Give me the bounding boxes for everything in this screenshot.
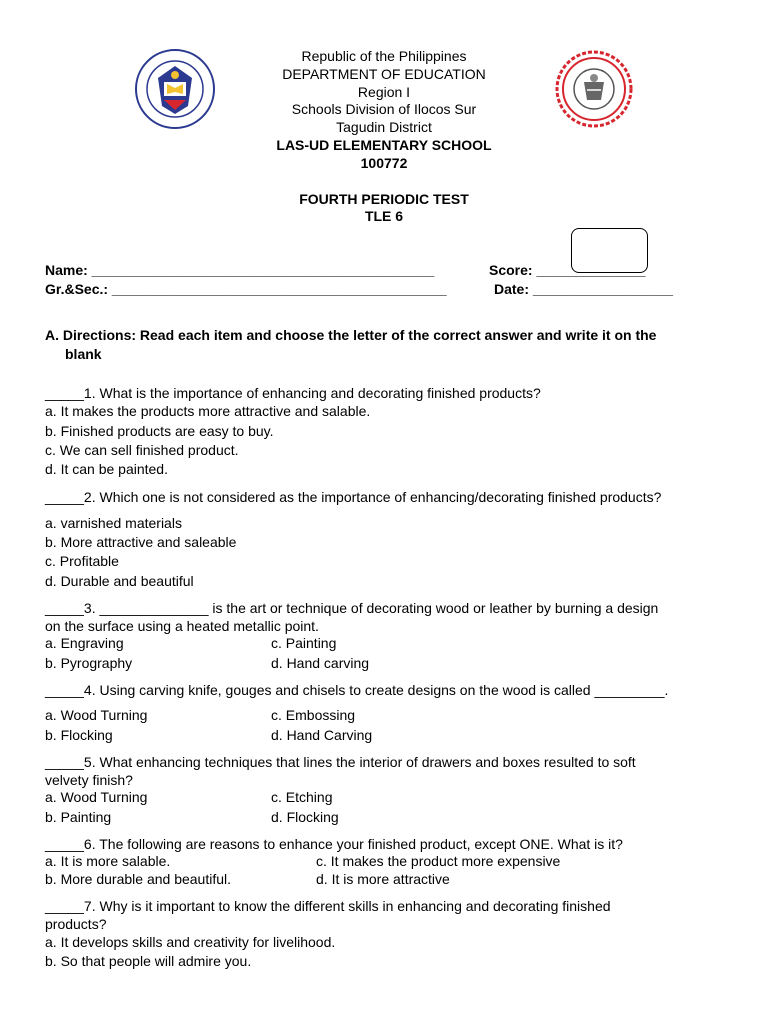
q5-option-d: d. Flocking: [271, 809, 339, 825]
header-school-id: 100772: [360, 155, 408, 171]
q4-option-d: d. Hand Carving: [271, 727, 373, 743]
q5-option-b: b. Painting: [45, 809, 112, 825]
q7-stem-line2: products?: [45, 916, 107, 932]
test-title: FOURTH PERIODIC TEST: [299, 191, 469, 207]
score-field[interactable]: Score: ______________: [489, 262, 646, 278]
q6-option-b: b. More durable and beautiful.: [45, 871, 232, 887]
q5-option-a: a. Wood Turning: [45, 789, 148, 805]
q3-option-b: b. Pyrography: [45, 655, 133, 671]
header-republic: Republic of the Philippines: [301, 48, 467, 64]
header-division: Schools Division of Ilocos Sur: [291, 101, 477, 117]
q1-stem: _____1. What is the importance of enhancing and decorating finished products?: [45, 385, 541, 401]
date-field[interactable]: Date: __________________: [494, 281, 674, 297]
q7-option-b: b. So that people will admire you.: [45, 953, 252, 969]
q5-option-c: c. Etching: [271, 789, 333, 805]
q2-option-d: d. Durable and beautiful: [45, 573, 194, 589]
q3-option-a: a. Engraving: [45, 635, 124, 651]
q1-option-c: c. We can sell finished product.: [45, 442, 239, 458]
header-department: DEPARTMENT OF EDUCATION: [282, 66, 486, 82]
q4-option-a: a. Wood Turning: [45, 707, 148, 723]
header-district: Tagudin District: [336, 119, 432, 135]
q6-stem: _____6. The following are reasons to enhance your finished product, except ONE. What is it?: [45, 836, 623, 852]
q2-option-c: c. Profitable: [45, 553, 119, 569]
directions-line2: blank: [65, 346, 102, 362]
q6-option-a: a. It is more salable.: [45, 853, 171, 869]
q5-stem-line1: _____5. What enhancing techniques that lines the interior of drawers and boxes resulted to soft: [45, 754, 636, 770]
q3-stem-line1: _____3. ______________ is the art or technique of decorating wood or leather by burning a design: [45, 600, 659, 616]
q1-option-a: a. It makes the products more attractive and salable.: [45, 403, 371, 419]
q2-stem: _____2. Which one is not considered as the importance of enhancing/decorating finished products?: [45, 489, 662, 505]
q7-stem-line1: _____7. Why is it important to know the different skills in enhancing and decorating finished: [45, 898, 611, 914]
directions-line1: A. Directions: Read each item and choose the letter of the correct answer and write it on the: [45, 327, 657, 343]
grade-section-field[interactable]: Gr.&Sec.: ___________________________________________: [45, 281, 447, 297]
header-school-name: LAS-UD ELEMENTARY SCHOOL: [276, 137, 492, 153]
q1-option-d: d. It can be painted.: [45, 461, 168, 477]
header-region: Region I: [357, 84, 411, 100]
q2-option-b: b. More attractive and saleable: [45, 534, 237, 550]
q4-option-c: c. Embossing: [271, 707, 356, 723]
q3-option-d: d. Hand carving: [271, 655, 370, 671]
name-field[interactable]: Name: ____________________________________________: [45, 262, 435, 278]
q3-option-c: c. Painting: [271, 635, 337, 651]
q7-option-a: a. It develops skills and creativity for livelihood.: [45, 934, 336, 950]
subject-title: TLE 6: [364, 208, 404, 224]
q6-option-c: c. It makes the product more expensive: [316, 853, 561, 869]
q1-option-b: b. Finished products are easy to buy.: [45, 423, 274, 439]
q4-option-b: b. Flocking: [45, 727, 113, 743]
q4-stem: _____4. Using carving knife, gouges and chisels to create designs on the wood is called _________.: [45, 682, 669, 698]
q2-option-a: a. varnished materials: [45, 515, 182, 531]
q3-stem-line2: on the surface using a heated metallic point.: [45, 618, 319, 634]
q6-option-d: d. It is more attractive: [316, 871, 450, 887]
q5-stem-line2: velvety finish?: [45, 772, 133, 788]
